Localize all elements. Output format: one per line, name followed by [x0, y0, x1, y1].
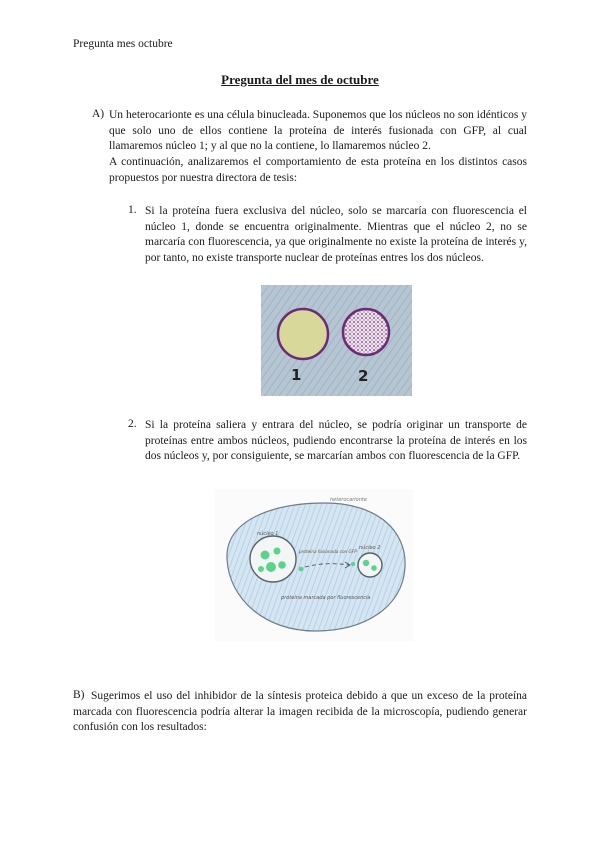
nucleus-2-outline: [358, 553, 382, 577]
figure-two-nuclei-drawing: [261, 285, 412, 396]
figure-handwritten-top: heterocarionte: [330, 497, 367, 503]
section-a-intro-continued: A continuación, analizaremos el comportamiento de esta proteína en los distintos casos propuestos por nuestra directora de tesis:: [109, 156, 527, 184]
list-item-1-number: 1.: [128, 204, 137, 216]
figure-handwritten-middle: proteína fusionada con GFP: [299, 549, 357, 554]
figure-heterokaryon: [215, 489, 413, 641]
nucleus-1-outline: [250, 536, 296, 582]
list-item-1-text: Si la proteína fuera exclusiva del núcleo, solo se marcaría con fluorescencia el núcleo 1, donde se encuentra originalmente. Mientras que el núcleo 2, no se marcaría con fluorescencia, ya que originalmente no existe la proteína de interés y, por tanto, no existe transporte nuclear de proteínas entres los dos núcleos.: [145, 205, 527, 264]
list-item-2-text: Si la proteína saliera y entrara del núcleo, se podría originar un transporte de proteínas entre ambos núcleos, pudiendo encontrarse la proteína de interés en los dos núcleos y, por consiguiente, se marcarían ambos con fluorescencia de la GFP.: [145, 419, 527, 462]
nucleus-2-label: 2: [358, 367, 369, 385]
figure-handwritten-bottom: proteína marcada por fluorescencia: [281, 595, 371, 601]
section-a-intro: Un heterocarionte es una célula binucleada. Suponemos que los núcleos no son idénticos y que solo uno de ellos contiene la proteína de interés fusionada con GFP, al cual llamaremos núcleo 1; y al que no la contiene, lo llamaremos núcleo 2.: [109, 109, 527, 152]
nucleus-1-shape: [278, 309, 328, 359]
list-item-2-number: 2.: [128, 418, 137, 430]
page-title: Pregunta del mes de octubre: [221, 72, 379, 87]
nucleus-1-label: 1: [291, 366, 302, 384]
page-header: Pregunta mes octubre: [73, 38, 173, 50]
figure-two-nuclei: [261, 285, 412, 396]
figure-handwritten-right: núcleo 2: [359, 545, 381, 551]
section-a-label: A): [92, 108, 105, 120]
section-b-text: Sugerimos el uso del inhibidor de la síntesis proteica debido a que un exceso de la proteína marcada con fluorescencia podría alterar la imagen recibida de la microscopía, pudiendo generar confusión con los resultados:: [73, 690, 527, 733]
section-b-label: B): [73, 689, 85, 701]
figure-handwritten-left: núcleo 1: [257, 531, 279, 537]
nucleus-2-shape: [343, 309, 389, 355]
figure-heterokaryon-drawing: [215, 489, 413, 641]
